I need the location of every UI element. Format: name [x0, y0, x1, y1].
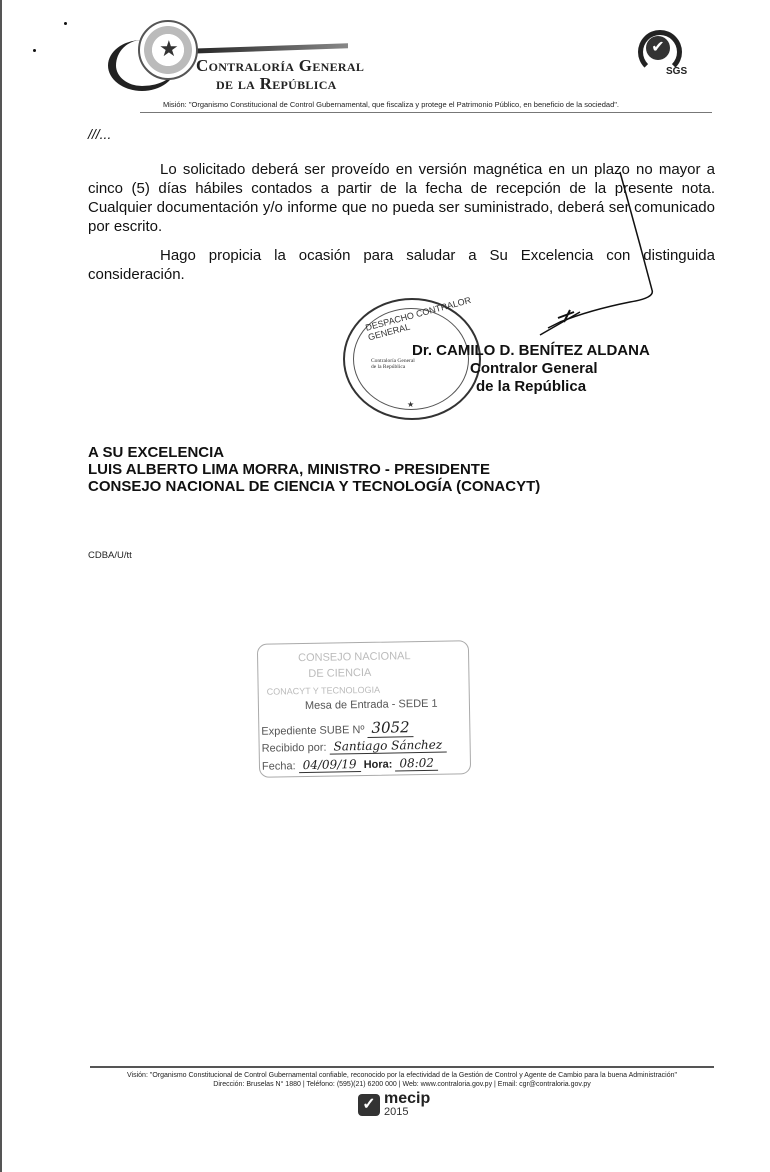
scan-speck	[64, 22, 67, 25]
star-icon: ★	[159, 36, 179, 61]
reception-stamp	[257, 640, 471, 778]
official-seal-stamp	[343, 294, 481, 420]
national-seal-icon	[138, 20, 198, 80]
expediente-field	[261, 718, 414, 739]
hora-label: Hora:	[363, 758, 393, 772]
handwritten-signature	[440, 150, 680, 350]
fecha-value: 04/09/19	[299, 757, 361, 773]
signatory-subtitle: de la República	[476, 378, 587, 395]
reference-initials: CDBA/U/tt	[88, 550, 132, 561]
continuation-mark: ///...	[88, 126, 112, 142]
stamp-line: CONSEJO NACIONAL	[297, 650, 411, 665]
paragraph-text: Lo solicitado deberá ser proveído en versión magnética en un plazo no mayor a cinco (5) días hábiles contados a partir de la fecha de recepción de la presente nota. Cualquier documentación y/o informe que no pueda ser suministrado, deberá ser comunicado por escrito.	[88, 161, 715, 235]
stamp-text: DESPACHO CONTRALOR GENERAL	[364, 294, 473, 343]
recibido-field	[262, 738, 447, 755]
recipient-salutation: A SU EXCELENCIA	[88, 444, 225, 461]
paragraph-text: Hago propicia la ocasión para saludar a Su Excelencia con distinguida consideración.	[88, 247, 715, 283]
sgs-certification-logo	[636, 28, 688, 78]
mecip-year: 2015	[384, 1106, 409, 1118]
star-icon: ★	[407, 400, 415, 409]
stamp-line: CONACYT Y TECNOLOGIA	[266, 684, 381, 697]
fecha-field	[262, 756, 438, 773]
signatory-name: Dr. CAMILO D. BENÍTEZ ALDANA	[412, 342, 650, 359]
mecip-check-icon: ✓	[358, 1094, 380, 1116]
stamp-logo-line: Contraloría General	[371, 358, 415, 364]
footer-divider	[90, 1066, 714, 1068]
signatory-title: Contralor General	[470, 360, 598, 377]
header-divider	[140, 112, 712, 113]
recibido-value: Santiago Sánchez	[329, 738, 446, 755]
hora-value: 08:02	[395, 756, 438, 772]
vision-statement: Visión: "Organismo Constitucional de Control Gubernamental confiable, reconocido por la efectividad de la Gestión de Control y Agente de Cambio para la buena Administración"	[127, 1072, 677, 1079]
scan-speck	[33, 49, 36, 52]
fecha-label: Fecha:	[261, 760, 296, 773]
cert-label: SGS	[666, 66, 688, 77]
stamp-logo	[371, 358, 415, 370]
stamp-line: Mesa de Entrada - SEDE 1	[304, 697, 438, 713]
expediente-label: Expediente SUBE Nº	[261, 723, 365, 738]
recipient-name: LUIS ALBERTO LIMA MORRA, MINISTRO - PRESIDENTE	[88, 461, 490, 478]
scan-edge	[0, 0, 2, 1172]
contact-info: Dirección: Bruselas N° 1880 | Teléfono: (595)(21) 6200 000 | Web: www.contraloria.gov.py | Email: cgr@contraloria.gov.py	[213, 1081, 591, 1088]
mecip-name: mecip	[384, 1090, 431, 1107]
org-name-sub: de la República	[216, 74, 337, 93]
expediente-value: 3052	[367, 718, 414, 738]
stamp-line: DE CIENCIA	[308, 666, 372, 680]
check-badge-icon: ✔	[646, 36, 670, 60]
stamp-logo-line: de la República	[371, 364, 406, 370]
org-name: Contraloría General	[196, 56, 365, 75]
org-logo	[108, 16, 398, 96]
recipient-block	[88, 444, 540, 495]
recibido-label: Recibido por:	[261, 741, 327, 755]
mission-statement: Misión: "Organismo Constitucional de Control Gubernamental, que fiscaliza y protege el Patrimonio Público, en beneficio de la sociedad".	[163, 100, 619, 109]
logo-swoosh-icon	[188, 43, 348, 54]
recipient-institution: CONSEJO NACIONAL DE CIENCIA Y TECNOLOGÍA (CONACYT)	[88, 478, 541, 495]
